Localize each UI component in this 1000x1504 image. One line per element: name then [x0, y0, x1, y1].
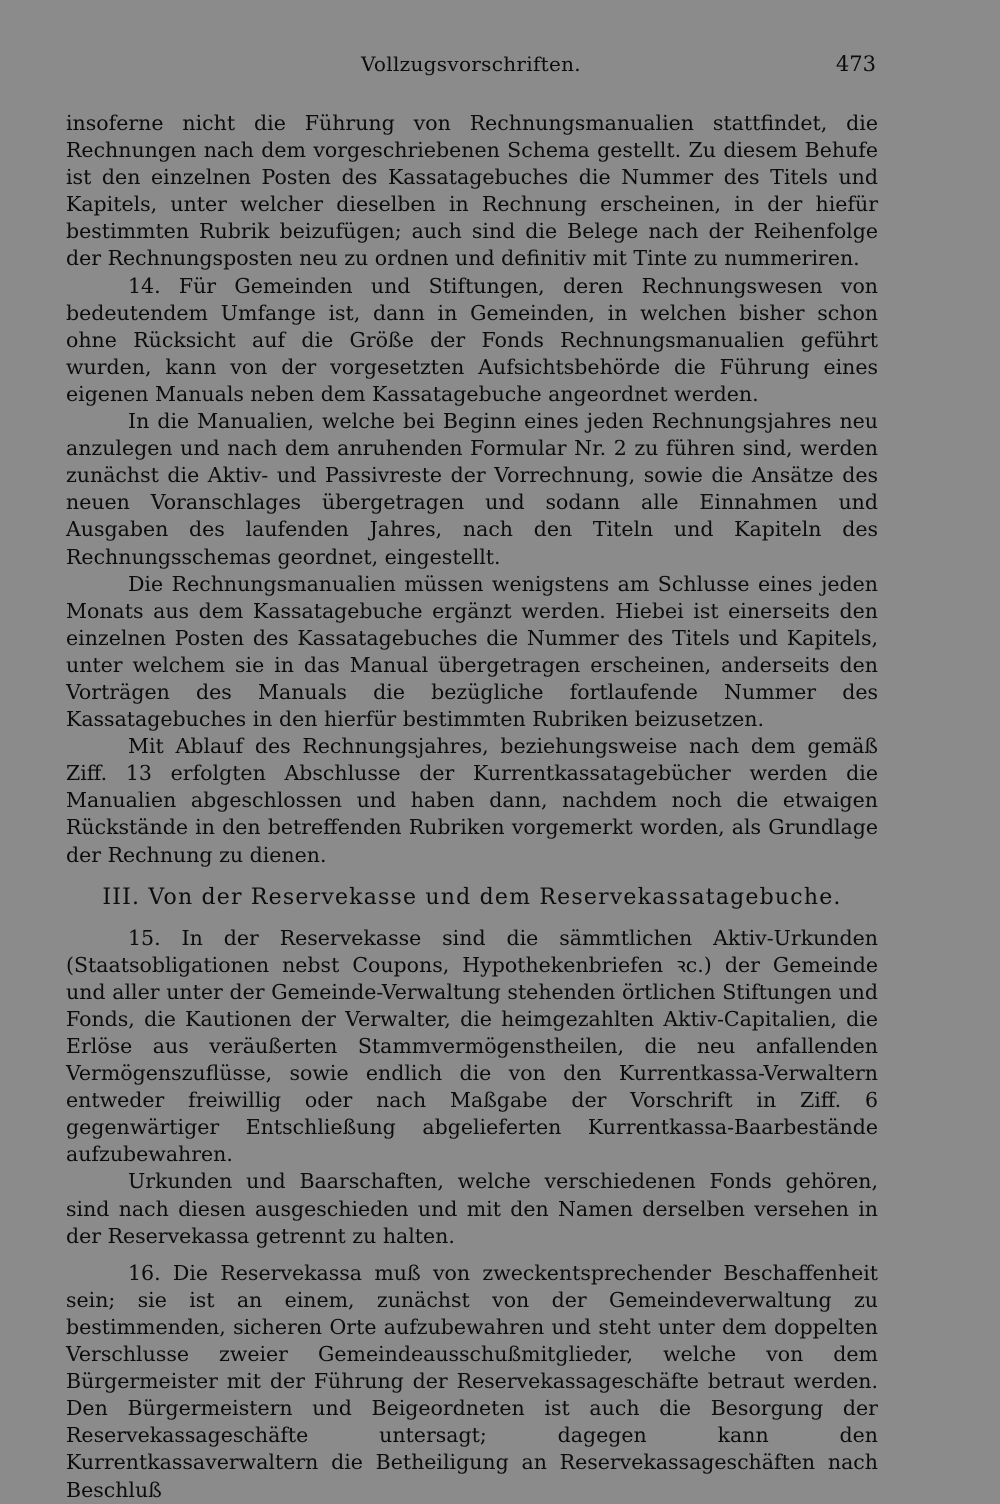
page-number: 473 [835, 52, 876, 76]
page-header [66, 52, 876, 88]
paragraph-item-16: 16. Die Reservekassa muß von zweckentsprechender Beschaffenheit sein; sie ist an einem, zunächst von der Gemeindeverwaltung zu bestimmenden, sicheren Orte aufzubewahren und steht unter dem doppelten Verschlusse zweier Gemeindeausschußmitglieder, welche von dem Bürgermeister mit der Führung der Reservekassageschäfte betraut werden. Den Bürgermeistern und Beigeordneten ist auch die Besorgung der Reservekassageschäfte untersagt; dagegen kann den Kurrentkassaverwaltern die Betheiligung an Reservekassageschäften nach Beschluß [66, 1260, 878, 1502]
paragraph-year-end: Mit Ablauf des Rechnungsjahres, beziehungsweise nach dem gemäß Ziff. 13 erfolgten Abschlusse der Kurrentkassatagebücher werden die Manualien abgeschlossen und haben dann, nachdem noch die etwaigen Rückstände in den betreffenden Rubriken vorgemerkt worden, als Grundlage der Rechnung zu dienen. [66, 734, 878, 867]
paragraph-monthly-completion: Die Rechnungsmanualien müssen wenigstens am Schlusse eines jeden Monats aus dem Kassatagebuche ergänzt werden. Hiebei ist einerseits den einzelnen Posten des Kassatagebuches die Nummer des Titels und Kapitels, unter welchem sie in das Manual übergetragen erscheinen, anderseits den Vorträgen des Manuals die bezügliche fortlaufende Nummer des Kassatagebuches in den hierfür bestimmten Rubriken beizusetzen. [66, 571, 878, 732]
page-body [66, 110, 878, 1504]
paragraph-item-14: 14. Für Gemeinden und Stiftungen, deren Rechnungswesen von bedeutendem Umfange ist, dann in Gemeinden, in welchen bisher schon ohne Rücksicht auf die Größe der Fonds Rechnungsmanualien geführt wurden, kann von der vorgesetzten Aufsichtsbehörde die Führung eines eigenen Manuals neben dem Kassatagebuche angeordnet werden. [66, 273, 878, 406]
paragraph-separation: Urkunden und Baarschaften, welche verschiedenen Fonds gehören, sind nach diesen ausgeschieden und mit den Namen derselben versehen in der Reservekassa getrennt zu halten. [66, 1169, 878, 1248]
paragraph-manualien: In die Manualien, welche bei Beginn eines jeden Rechnungsjahres neu anzulegen und nach dem anruhenden Formular Nr. 2 zu führen sind, werden zunächst die Aktiv- und Passivreste der Vorrechnung, sowie die Ansätze des neuen Voranschlages übergetragen und sodann alle Einnahmen und Ausgaben des laufenden Jahres, nach den Titeln und Kapiteln des Rechnungsschemas geordnet, eingestellt. [66, 409, 878, 569]
running-head: Vollzugsvorschriften. [361, 52, 581, 76]
paragraph-continuation: insoferne nicht die Führung von Rechnungsmanualien stattfindet, die Rechnungen nach dem vorgeschriebenen Schema gestellt. Zu diesem Behufe ist den einzelnen Posten des Kassatagebuches die Nummer des Titels und Kapitels, unter welcher dieselben in Rechnung erscheinen, in der hiefür bestimmten Rubrik beizufügen; auch sind die Belege nach der Reihenfolge der Rechnungsposten neu zu ordnen und definitiv mit Tinte zu nummeriren. [66, 111, 878, 271]
paragraph-item-15: 15. In der Reservekasse sind die sämmtlichen Aktiv-Urkunden (Staatsobligationen nebst Coupons, Hypothekenbriefen ꝛc.) der Gemeinde und aller unter der Gemeinde-Verwaltung stehenden örtlichen Stiftungen und Fonds, die Kautionen der Verwalter, die heimgezahlten Aktiv-Capitalien, die Erlöse aus veräußerten Stammvermögenstheilen, die neu anfallenden Vermögenszuflüsse, sowie endlich die von den Kurrentkassa-Verwaltern entweder freiwillig oder nach Maßgabe der Vorschrift in Ziff. 6 gegenwärtiger Entschließung abgelieferten Kurrentkassa-Baarbestände aufzubewahren. [66, 925, 878, 1167]
section-heading: III. Von der Reservekasse und dem Reservekassatagebuche. [102, 884, 842, 910]
